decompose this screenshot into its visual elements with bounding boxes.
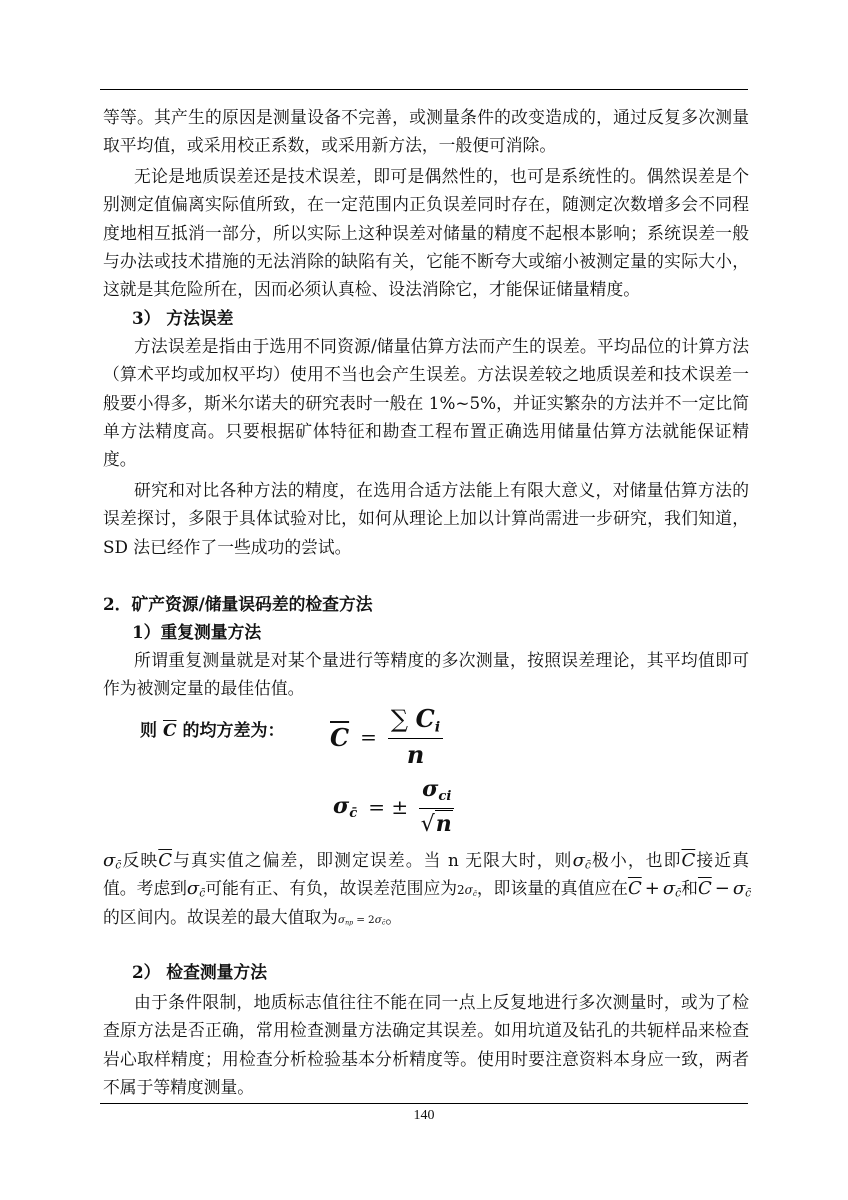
paragraph-line: 单方法精度高。只要根据矿体特征和勘查工程布置正确选用储量估算方法就能保证精 [103,420,749,441]
text-run: 极小，也即 [590,850,682,870]
fraction-numerator [419,777,454,808]
paragraph-line: 岩心取样精度；用检查分析检验基本分析精度等。使用时要注意资料本身应一致，两者 [103,1048,749,1069]
sigma-c-bar-symbol [103,852,121,871]
sigma-c-bar-symbol [187,880,205,899]
paragraph-line: 取平均值，或采用校正系数，或采用新方法，一般便可消除。 [103,135,557,156]
paragraph-line: 别测定值偏离实际值所致，在一定范围内正负误差同时存在，随测定次数增多会不同程 [103,194,749,215]
sigma-glyph: σ [337,913,346,926]
equals-sign: = [360,725,377,749]
subscript-ci: ci [438,789,452,805]
footer-rule [100,1103,748,1104]
c-bar-subscript: c̄ [584,858,591,872]
c-bar-subscript: c̄ [675,886,682,900]
paragraph-error-types [103,162,749,303]
minus-sign: − [714,878,730,900]
text-run: 和 [681,878,698,899]
formula-std-deviation [333,776,454,838]
c-bar-subscript: c̄ [349,805,358,821]
digit-two: 2 [457,883,465,898]
sigma-glyph: σ [333,793,350,820]
variable-n: n [406,739,425,769]
c-bar-subscript: c̄ [472,889,477,899]
fraction [388,703,443,769]
paragraph-repeat-measurement [103,646,749,703]
paragraph-line: 由于条件限制，地质标志值往往不能在同一点上反复地进行多次测量时，或为了检 [134,992,749,1012]
paragraph-line: 度地相互抵消一部分，所以实际上这种误差对储量的精度不起根本影响；系统误差一般 [103,222,749,243]
c-bar-subscript: c̄ [199,886,206,900]
sigma-glyph: σ [572,850,585,871]
paragraph-line: 所谓重复测量就是对某个量进行等精度的多次测量，按照误差理论，其平均值即可 [134,650,749,670]
formula-mean-lhs: $\overline{C}$ [330,722,350,752]
c-bar-symbol: $\overline{C}$ [163,721,177,741]
square-root-sign: √ [420,811,435,837]
text-run: 可能有正、有负，故误差范围应为 [205,878,458,899]
paragraph-line: 方法误差是指由于选用不同资源/储量估算方法而产生的误差。平均品位的计算方法 [134,336,749,356]
paragraph-line: 无论是地质误差还是技术误差，即可是偶然性的，也可是系统性的。偶然误差是个 [134,166,749,186]
paragraph-intro [103,103,749,160]
text-run: 值。考虑到 [103,878,187,899]
paragraph-line: 研究和对比各种方法的精度，在选用合适方法能上有限大意义，对储量估算方法的 [134,480,749,500]
header-rule [100,89,748,90]
paragraph-line [103,846,749,874]
paragraph-method-error [103,332,749,473]
paragraph-line: 不属于等精度测量。 [103,1076,255,1097]
text-run: 反映 [121,850,159,870]
fraction-denominator [407,739,424,768]
sigma-glyph: σ [662,878,676,900]
lower-bound-expression [698,880,751,899]
subscript-i: i [434,718,441,736]
equals-sign: = [356,913,366,926]
variable-c: C [415,703,435,733]
sigma-glyph: σ [464,883,473,898]
formula-label-suffix: 的均方差为： [182,721,285,741]
paragraph-line: 查原方法是否正确，常用检查测量方法确定其误差。如用坑道及钻孔的共轭样品来检查 [103,1020,749,1041]
plus-sign: + [644,878,660,900]
sigma-glyph: σ [732,878,746,900]
paragraph-line [103,903,749,931]
equals-plus-minus: = ± [368,795,409,819]
paragraph-line: （算术平均或加权平均）使用不当也会产生误差。方法误差较之地质误差和技术误差一 [103,364,749,385]
paragraph-line: 这就是其危险所在，因而必须认真检、设法消除它，才能保证储量精度。 [103,279,641,300]
digit-two: 2 [368,913,375,926]
paragraph-line [103,874,752,902]
paragraph-line: SD 法已经作了一些成功的尝试。 [103,536,352,557]
sigma-glyph: σ [103,850,116,871]
variable-n: n [435,810,452,837]
subsection-heading-repeat-measurement: 1）重复测量方法 [132,622,262,642]
paragraph-line: 与办法或技术措施的无法消除的缺陷有关，它能不断夸大或缩小被测定量的实际大小， [103,250,749,271]
paragraph-line: 般要小得多，斯米尔诺夫的研究表时一般在 1%~5%，并证实繁杂的方法并不一定比简 [103,392,749,413]
upper-bound-expression [628,880,681,899]
formula-label-prefix: 则 [140,721,157,741]
paragraph-line: 等等。其产生的原因是测量设备不完善，或测量条件的改变造成的，通过反复多次测量 [103,107,749,127]
sigma-glyph: σ [374,913,382,926]
c-bar-symbol: $\overline{C}$ [158,850,173,871]
subsection-heading-check-measurement: 2） 检查测量方法 [132,962,267,982]
c-bar-subscript: c̄ [115,858,122,872]
subsection-heading-method-error: 3） 方法误差 [132,308,234,328]
sigma-glyph: σ [186,878,200,900]
two-sigma-expression [457,884,477,897]
page-number: 140 [413,1108,435,1123]
formula-std-lhs [333,793,357,821]
formula-label [140,717,285,745]
fraction-numerator [388,703,443,739]
c-bar-subscript: c̄ [745,886,752,900]
sigma-c-bar-symbol [573,852,591,871]
np-subscript: np [345,919,354,927]
c-bar-symbol: $\overline{C}$ [697,878,712,900]
text-run: 接近真 [695,850,749,870]
sum-symbol: ∑ [390,704,409,733]
section-heading-check-methods: 2．矿产资源/储量误码差的检查方法 [103,594,373,614]
paragraph-deviation [103,846,752,931]
text-run: 与真实值之偏差，即测定误差。当 n 无限大时，则 [172,850,573,870]
text-run: ，即该量的真值应在 [476,878,628,899]
fraction [419,777,454,837]
formula-mean [330,699,443,775]
paragraph-line: 度。 [103,449,137,470]
c-bar-symbol: $\overline{C}$ [627,878,642,900]
text-run: 。 [385,906,403,927]
paragraph-check-measurement [103,988,749,1101]
text-run: 的区间内。故误差的最大值取为 [103,906,338,927]
paragraph-research [103,476,749,561]
max-error-expression [338,915,385,927]
paragraph-line: 误差探讨，多限于具体试验对比，如何从理论上加以计算尚需进一步研究，我们知道， [103,508,749,529]
c-bar-subscript: c̄ [381,919,386,927]
paragraph-line: 作为被测定量的最佳估值。 [103,678,305,699]
c-bar-symbol: $\overline{C}$ [681,850,696,871]
sigma-glyph: σ [422,776,439,803]
fraction-denominator [421,809,453,837]
